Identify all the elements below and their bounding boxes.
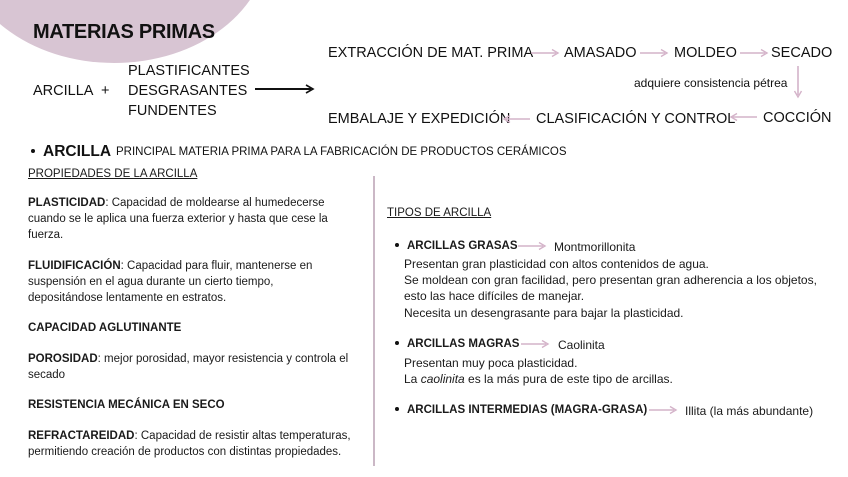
secado-note: adquiere consistencia pétrea xyxy=(634,76,788,90)
type-grasas-line-4: Necesita un desengrasante para bajar la plasticidad. xyxy=(404,306,684,320)
type-arrow-icon xyxy=(649,404,679,416)
bullet-icon xyxy=(31,149,35,153)
property-term: RESISTENCIA MECÁNICA EN SECO xyxy=(28,399,225,411)
step-arrow-icon xyxy=(740,47,770,59)
type-grasas-name: ARCILLAS GRASAS xyxy=(395,238,518,254)
step-arrow-left-icon xyxy=(729,111,759,123)
property-porosidad xyxy=(28,351,363,383)
type-grasas-line-1: Presentan gran plasticidad con altos contenidos de agua. xyxy=(404,257,709,271)
property-aglutinante xyxy=(28,320,181,336)
property-term: FLUIDIFICACIÓN xyxy=(28,260,121,272)
caolinita-emphasis: caolinita xyxy=(420,372,465,386)
step-amasado: AMASADO xyxy=(564,45,637,61)
step-arrow-icon xyxy=(640,47,670,59)
property-text: : Capacidad de moldearse al humedecerse cuando se le aplica una fuerza exterior y hasta que cese la fuerza. xyxy=(28,197,328,241)
column-divider xyxy=(373,176,375,466)
properties-heading: PROPIEDADES DE LA ARCILLA xyxy=(28,168,198,180)
step-extraccion: EXTRACCIÓN DE MAT. PRIMA xyxy=(328,45,534,61)
type-magras-mineral: Caolinita xyxy=(558,338,605,352)
formula-clay: ARCILLA xyxy=(33,83,94,99)
page-title: MATERIAS PRIMAS xyxy=(33,21,215,43)
property-text: : Capacidad para fluir, mantenerse en suspensión en el agua durante un cierto tiempo, depositándose lentamente en estratos. xyxy=(28,260,313,304)
down-arrow-icon xyxy=(792,66,804,100)
property-text: : mejor porosidad, mayor resistencia y controla el secado xyxy=(28,353,349,381)
type-magras-line-1: Presentan muy poca plasticidad. xyxy=(404,356,578,370)
step-secado: SECADO xyxy=(771,45,833,61)
property-refractareidad xyxy=(28,428,363,460)
property-term: PLASTICIDAD xyxy=(28,197,106,209)
property-term: POROSIDAD xyxy=(28,353,98,365)
step-clasificacion: CLASIFICACIÓN Y CONTROL xyxy=(536,111,736,127)
type-intermedias-mineral: Illita (la más abundante) xyxy=(685,404,814,418)
types-heading: TIPOS DE ARCILLA xyxy=(387,207,492,219)
step-arrow-icon xyxy=(531,47,561,59)
formula-additive-3: FUNDENTES xyxy=(128,103,217,119)
type-grasas-line-3: esto las hace difíciles de manejar. xyxy=(404,289,585,303)
property-plasticidad xyxy=(28,195,358,243)
type-intermedias-name: ARCILLAS INTERMEDIAS (MAGRA-GRASA) xyxy=(395,402,647,418)
property-term: REFRACTAREIDAD xyxy=(28,430,135,442)
formula-arrow-icon xyxy=(255,82,317,96)
formula-plus: + xyxy=(101,83,110,99)
step-coccion: COCCIÓN xyxy=(763,110,832,126)
type-magras-name: ARCILLAS MAGRAS xyxy=(395,336,519,352)
formula-additive-1: PLASTIFICANTES xyxy=(128,63,250,79)
type-magras-line-2: La caolinita es la más pura de este tipo de arcillas. xyxy=(404,372,673,386)
property-fluidificacion xyxy=(28,258,338,306)
property-text: : Capacidad de resistir altas temperaturas, permitiendo creación de productos con distintas propiedades. xyxy=(28,430,351,458)
clay-heading-label: ARCILLA xyxy=(43,143,112,160)
clay-heading xyxy=(31,143,111,161)
step-moldeo: MOLDEO xyxy=(674,45,737,61)
type-arrow-icon xyxy=(521,338,551,350)
bullet-icon xyxy=(395,341,399,345)
property-resistencia xyxy=(28,397,225,413)
clay-description: PRINCIPAL MATERIA PRIMA PARA LA FABRICACIÓN DE PRODUCTOS CERÁMICOS xyxy=(116,146,567,158)
bullet-icon xyxy=(395,243,399,247)
type-arrow-icon xyxy=(518,240,548,252)
bullet-icon xyxy=(395,407,399,411)
type-grasas-line-2: Se moldean con gran facilidad, pero presentan gran adherencia a los objetos, xyxy=(404,273,817,287)
type-grasas-mineral: Montmorillonita xyxy=(554,240,636,254)
property-term: CAPACIDAD AGLUTINANTE xyxy=(28,322,182,334)
step-arrow-left-icon xyxy=(502,113,532,125)
formula-additive-2: DESGRASANTES xyxy=(128,83,248,99)
step-embalaje: EMBALAJE Y EXPEDICIÓN xyxy=(328,111,511,127)
